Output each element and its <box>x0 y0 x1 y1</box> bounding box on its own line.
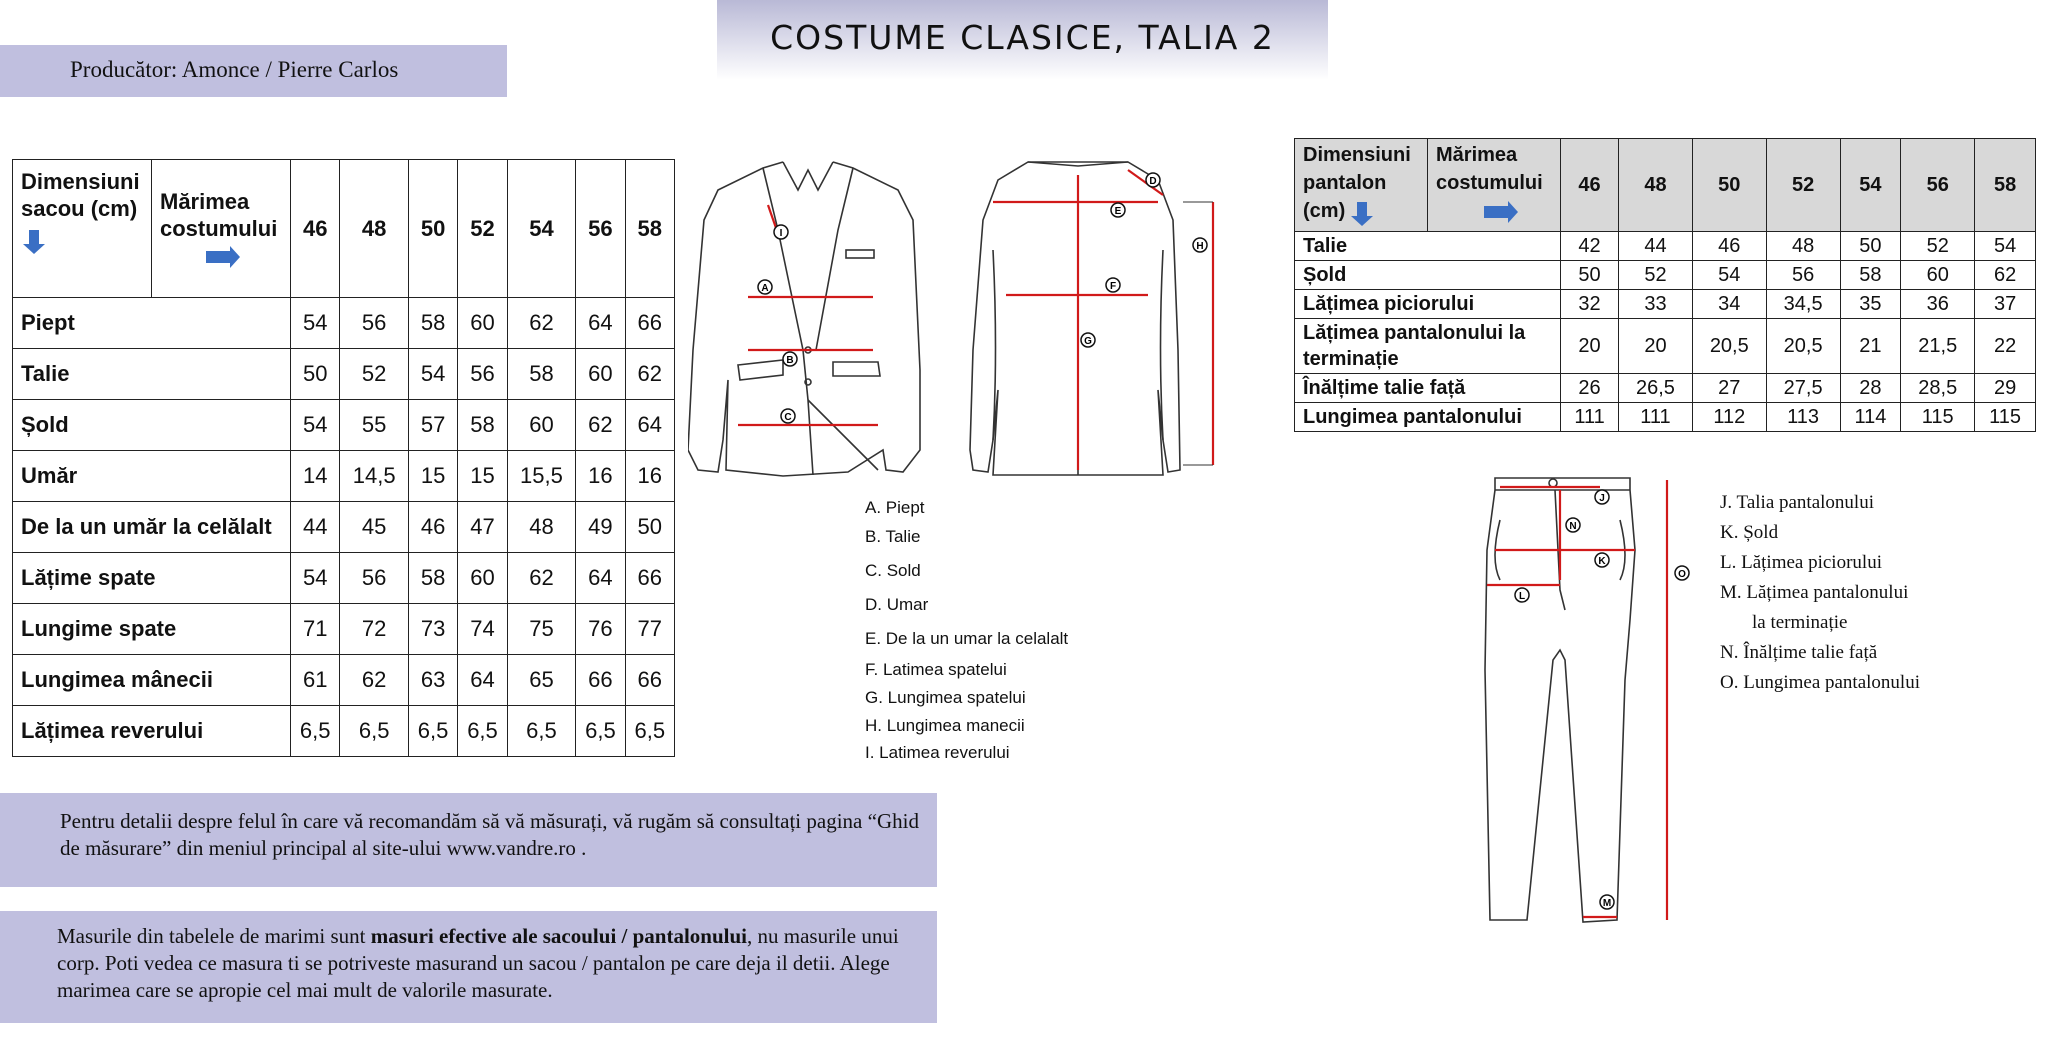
cell-value: 111 <box>1561 403 1619 432</box>
cell-value: 28 <box>1840 374 1901 403</box>
cell-value: 61 <box>291 655 340 706</box>
jacket-table-body <box>13 298 675 757</box>
table-row <box>1295 261 2036 290</box>
jacket-table-header <box>13 160 675 298</box>
row-label: Lungimea pantalonului <box>1295 403 1561 432</box>
cell-value: 52 <box>340 349 409 400</box>
cell-value: 46 <box>408 502 457 553</box>
pants-size-table <box>1294 138 2036 432</box>
cell-value: 14,5 <box>340 451 409 502</box>
cell-value: 27 <box>1692 374 1766 403</box>
cell-value: 66 <box>576 655 625 706</box>
cell-value: 54 <box>1975 232 2036 261</box>
row-label: De la un umăr la celălalt <box>13 502 291 553</box>
cell-value: 71 <box>291 604 340 655</box>
cell-value: 64 <box>576 298 625 349</box>
table-row <box>13 451 675 502</box>
pants-size-col: 52 <box>1766 139 1840 232</box>
cell-value: 60 <box>507 400 576 451</box>
legend-item: A. Piept <box>865 498 925 517</box>
row-label: Lățimea pantalonului la terminație <box>1295 319 1561 374</box>
row-label: Piept <box>13 298 291 349</box>
marker-label: I <box>779 228 783 239</box>
cell-value: 65 <box>507 655 576 706</box>
marker-label: O <box>1678 569 1686 580</box>
cell-value: 48 <box>1766 232 1840 261</box>
cell-value: 58 <box>408 298 457 349</box>
cell-value: 75 <box>507 604 576 655</box>
table-row <box>13 655 675 706</box>
cell-value: 112 <box>1692 403 1766 432</box>
pants-table-header <box>1295 139 2036 232</box>
cell-value: 16 <box>576 451 625 502</box>
cell-value: 47 <box>458 502 507 553</box>
cell-value: 22 <box>1975 319 2036 374</box>
cell-value: 64 <box>458 655 507 706</box>
table-row <box>13 400 675 451</box>
row-label: Înălțime talie față <box>1295 374 1561 403</box>
measuring-guide-text: Pentru detalii despre felul în care vă recomandăm să vă măsurați, vă rugăm să consultați pagina “Ghid de măsurare” din meniul principal al site-ului www.vandre.ro . <box>60 809 919 860</box>
cell-value: 115 <box>1901 403 1975 432</box>
row-label: Umăr <box>13 451 291 502</box>
row-label: Lățimea piciorului <box>1295 290 1561 319</box>
cell-value: 66 <box>625 655 674 706</box>
cell-value: 56 <box>340 298 409 349</box>
jacket-header-size <box>152 160 291 298</box>
pants-markers <box>1515 490 1689 909</box>
cell-value: 48 <box>507 502 576 553</box>
row-label: Lungime spate <box>13 604 291 655</box>
marker-label: H <box>1196 241 1204 252</box>
table-row <box>13 349 675 400</box>
cell-value: 6,5 <box>340 706 409 757</box>
cell-value: 62 <box>1975 261 2036 290</box>
cell-value: 64 <box>576 553 625 604</box>
table-row <box>1295 319 2036 374</box>
legend-item: la terminație <box>1752 612 1848 633</box>
cell-value: 62 <box>576 400 625 451</box>
jacket-front-drawing <box>688 162 920 476</box>
cell-value: 32 <box>1561 290 1619 319</box>
cell-value: 62 <box>625 349 674 400</box>
cell-value: 21,5 <box>1901 319 1975 374</box>
page-title: COSTUME CLASICE, TALIA 2 <box>770 18 1275 57</box>
row-label: Șold <box>13 400 291 451</box>
cell-value: 54 <box>1692 261 1766 290</box>
legend-item: N. Înălțime talie față <box>1720 642 1878 663</box>
cell-value: 58 <box>507 349 576 400</box>
cell-value: 62 <box>507 298 576 349</box>
row-label: Talie <box>1295 232 1561 261</box>
producer-band <box>0 45 507 97</box>
cell-value: 34 <box>1692 290 1766 319</box>
cell-value: 49 <box>576 502 625 553</box>
cell-value: 115 <box>1975 403 2036 432</box>
jacket-legend <box>865 498 1068 772</box>
cell-value: 56 <box>458 349 507 400</box>
legend-item: E. De la un umar la celalalt <box>865 629 1069 648</box>
marker-label: A <box>761 283 769 294</box>
cell-value: 33 <box>1619 290 1693 319</box>
pants-size-col: 46 <box>1561 139 1619 232</box>
cell-value: 58 <box>408 553 457 604</box>
cell-value: 52 <box>1619 261 1693 290</box>
cell-value: 50 <box>1561 261 1619 290</box>
cell-value: 6,5 <box>408 706 457 757</box>
jacket-size-col: 54 <box>507 160 576 298</box>
legend-item: C. Sold <box>865 561 921 580</box>
table-row <box>1295 374 2036 403</box>
pants-diagram <box>1465 470 1695 930</box>
row-label: Lățime spate <box>13 553 291 604</box>
note2-bold: masuri efective ale sacoului / pantalonului <box>370 924 748 948</box>
jacket-back-drawing <box>970 162 1180 475</box>
cell-value: 6,5 <box>576 706 625 757</box>
legend-item: K. Șold <box>1720 522 1779 543</box>
jacket-header-size-text: Mărimea costumului <box>160 189 278 241</box>
table-row <box>1295 290 2036 319</box>
legend-item: I. Latimea reverului <box>865 743 1010 762</box>
pants-legend <box>1720 488 1920 698</box>
cell-value: 58 <box>1840 261 1901 290</box>
cell-value: 35 <box>1840 290 1901 319</box>
note2-part2: , nu masurile unui corp. Poti vedea ce masura ti se potriveste masurand un sacou / pantalon pe care deja il detii. Alege marimea care se apropie cel mai mult de valorile masurate. <box>57 924 899 1002</box>
pants-header-dimensions <box>1295 139 1428 232</box>
arrow-right-icon <box>206 251 230 263</box>
marker-label: B <box>786 355 794 366</box>
row-label: Șold <box>1295 261 1561 290</box>
cell-value: 114 <box>1840 403 1901 432</box>
cell-value: 60 <box>458 298 507 349</box>
legend-item: J. Talia pantalonului <box>1720 492 1874 513</box>
legend-item: F. Latimea spatelui <box>865 660 1007 679</box>
producer-label: Producător: Amonce / Pierre Carlos <box>70 57 399 82</box>
cell-value: 73 <box>408 604 457 655</box>
marker-label: E <box>1114 206 1122 217</box>
cell-value: 60 <box>458 553 507 604</box>
cell-value: 72 <box>340 604 409 655</box>
cell-value: 62 <box>507 553 576 604</box>
pants-size-col: 58 <box>1975 139 2036 232</box>
pants-size-col: 50 <box>1692 139 1766 232</box>
jacket-diagram <box>688 150 1248 490</box>
legend-item: M. Lățimea pantalonului <box>1720 582 1909 603</box>
cell-value: 15 <box>408 451 457 502</box>
marker-label: C <box>784 412 792 423</box>
cell-value: 14 <box>291 451 340 502</box>
cell-value: 54 <box>291 400 340 451</box>
cell-value: 50 <box>1840 232 1901 261</box>
measuring-guide-note <box>0 793 937 887</box>
cell-value: 66 <box>625 553 674 604</box>
arrow-right-icon <box>1484 206 1508 218</box>
cell-value: 54 <box>291 298 340 349</box>
cell-value: 77 <box>625 604 674 655</box>
cell-value: 6,5 <box>507 706 576 757</box>
cell-value: 56 <box>1766 261 1840 290</box>
pants-measure-lines <box>1487 480 1667 920</box>
cell-value: 37 <box>1975 290 2036 319</box>
cell-value: 55 <box>340 400 409 451</box>
cell-value: 113 <box>1766 403 1840 432</box>
table-row <box>13 298 675 349</box>
pants-size-col: 48 <box>1619 139 1693 232</box>
pants-header-dimensions-text: Dimensiuni pantalon (cm) <box>1303 144 1411 222</box>
table-row <box>1295 232 2036 261</box>
marker-label: J <box>1599 493 1605 504</box>
cell-value: 44 <box>1619 232 1693 261</box>
jacket-size-col: 46 <box>291 160 340 298</box>
pants-header-size-text: Mărimea costumului <box>1436 144 1543 194</box>
marker-label: N <box>1569 521 1577 532</box>
jacket-header-dimensions <box>13 160 152 298</box>
marker-label: K <box>1598 556 1606 567</box>
marker-label: G <box>1084 336 1092 347</box>
table-row <box>13 553 675 604</box>
jacket-size-col: 56 <box>576 160 625 298</box>
jacket-size-col: 58 <box>625 160 674 298</box>
table-row <box>13 604 675 655</box>
cell-value: 46 <box>1692 232 1766 261</box>
note2-part1: Masurile din tabelele de marimi sunt <box>57 924 371 948</box>
legend-item: G. Lungimea spatelui <box>865 688 1026 707</box>
cell-value: 111 <box>1619 403 1693 432</box>
cell-value: 50 <box>291 349 340 400</box>
title-banner <box>717 0 1328 80</box>
pants-size-col: 54 <box>1840 139 1901 232</box>
jacket-size-col: 48 <box>340 160 409 298</box>
row-label: Lungimea mânecii <box>13 655 291 706</box>
legend-item: B. Talie <box>865 527 921 546</box>
cell-value: 6,5 <box>458 706 507 757</box>
cell-value: 57 <box>408 400 457 451</box>
cell-value: 44 <box>291 502 340 553</box>
cell-value: 60 <box>576 349 625 400</box>
cell-value: 52 <box>1901 232 1975 261</box>
cell-value: 6,5 <box>625 706 674 757</box>
actual-measures-note <box>0 911 937 1023</box>
cell-value: 42 <box>1561 232 1619 261</box>
cell-value: 45 <box>340 502 409 553</box>
pants-size-col: 56 <box>1901 139 1975 232</box>
cell-value: 58 <box>458 400 507 451</box>
jacket-header-dimensions-text: Dimensiuni sacou (cm) <box>21 169 140 221</box>
cell-value: 36 <box>1901 290 1975 319</box>
pants-table-body <box>1295 232 2036 432</box>
cell-value: 29 <box>1975 374 2036 403</box>
cell-value: 21 <box>1840 319 1901 374</box>
cell-value: 64 <box>625 400 674 451</box>
legend-item: H. Lungimea manecii <box>865 716 1025 735</box>
arrow-down-icon <box>1357 202 1367 216</box>
cell-value: 20 <box>1619 319 1693 374</box>
cell-value: 28,5 <box>1901 374 1975 403</box>
marker-label: L <box>1518 591 1526 602</box>
row-label: Lățimea reverului <box>13 706 291 757</box>
cell-value: 56 <box>340 553 409 604</box>
jacket-size-table <box>12 159 675 757</box>
table-row <box>13 706 675 757</box>
cell-value: 66 <box>625 298 674 349</box>
arrow-down-icon <box>29 230 39 244</box>
cell-value: 76 <box>576 604 625 655</box>
cell-value: 6,5 <box>291 706 340 757</box>
row-label: Talie <box>13 349 291 400</box>
cell-value: 63 <box>408 655 457 706</box>
table-row <box>13 502 675 553</box>
cell-value: 16 <box>625 451 674 502</box>
cell-value: 20,5 <box>1692 319 1766 374</box>
legend-item: D. Umar <box>865 595 929 614</box>
jacket-size-col: 50 <box>408 160 457 298</box>
cell-value: 34,5 <box>1766 290 1840 319</box>
jacket-size-col: 52 <box>458 160 507 298</box>
cell-value: 26,5 <box>1619 374 1693 403</box>
actual-measures-text <box>57 923 927 1004</box>
cell-value: 20 <box>1561 319 1619 374</box>
cell-value: 74 <box>458 604 507 655</box>
table-row <box>1295 403 2036 432</box>
legend-item: L. Lățimea piciorului <box>1720 552 1882 573</box>
pants-header-size <box>1428 139 1561 232</box>
cell-value: 27,5 <box>1766 374 1840 403</box>
cell-value: 20,5 <box>1766 319 1840 374</box>
cell-value: 54 <box>408 349 457 400</box>
legend-item: O. Lungimea pantalonului <box>1720 672 1920 693</box>
cell-value: 50 <box>625 502 674 553</box>
marker-label: D <box>1149 176 1157 187</box>
cell-value: 62 <box>340 655 409 706</box>
cell-value: 54 <box>291 553 340 604</box>
cell-value: 15 <box>458 451 507 502</box>
cell-value: 60 <box>1901 261 1975 290</box>
cell-value: 15,5 <box>507 451 576 502</box>
cell-value: 26 <box>1561 374 1619 403</box>
marker-label: M <box>1602 898 1612 909</box>
marker-label: F <box>1109 281 1117 292</box>
